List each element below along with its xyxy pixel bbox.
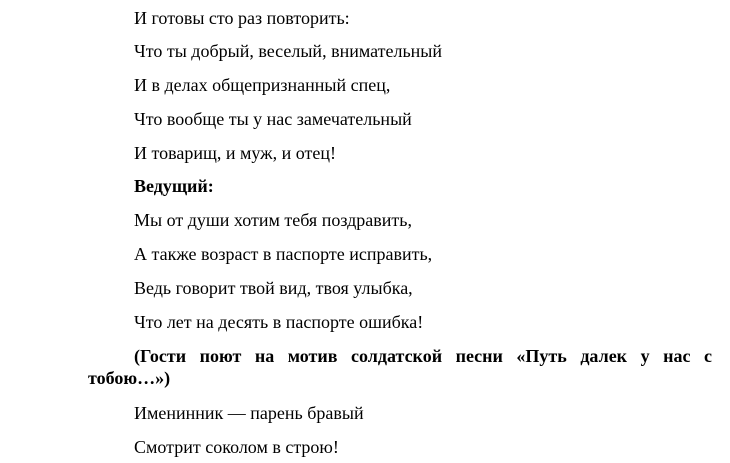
verse-line: И в делах общепризнанный спец, xyxy=(134,75,391,95)
verse-line: Смотрит соколом в строю! xyxy=(134,437,339,457)
stage-direction-line-1: (Гости поют на мотив солдатской песни «Путь далек у нас с xyxy=(134,346,712,366)
verse-line: Ведь говорит твой вид, твоя улыбка, xyxy=(134,278,413,298)
stage-direction xyxy=(88,345,712,389)
verse-line: И товарищ, и муж, и отец! xyxy=(134,143,336,163)
verse-line: А также возраст в паспорте исправить, xyxy=(134,244,433,264)
verse-line: Мы от души хотим тебя поздравить, xyxy=(134,210,412,230)
verse-line: Что ты добрый, веселый, внимательный xyxy=(134,41,443,61)
verse-line: Что лет на десять в паспорте ошибка! xyxy=(134,312,424,332)
verse-line: Именинник — парень бравый xyxy=(134,403,364,423)
verse-line: И готовы сто раз повторить: xyxy=(134,8,350,28)
verse-line: Что вообще ты у нас замечательный xyxy=(134,109,412,129)
speaker-label: Ведущий: xyxy=(134,176,214,196)
stage-direction-line-2: тобою…») xyxy=(88,368,171,388)
